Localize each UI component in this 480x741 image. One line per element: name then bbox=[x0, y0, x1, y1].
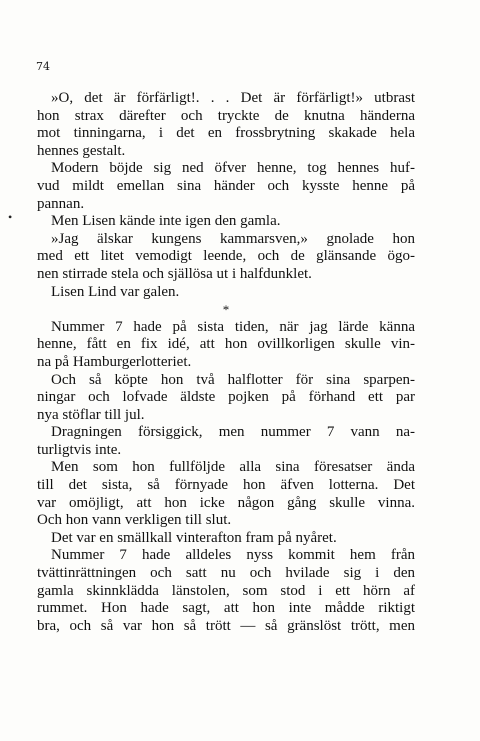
text-line: na på Hamburgerlotteriet. bbox=[37, 353, 192, 370]
text-line: bra, och så var hon så trött — så gränslöst trött, men bbox=[37, 617, 415, 634]
text-line: tvättinrättningen och satt nu och hvilade sig i den bbox=[37, 565, 415, 582]
text-line: Dragningen försiggick, men nummer 7 vann na- bbox=[51, 424, 415, 441]
text-line: ningar och lofvade äldste pojken på förhand ett par bbox=[37, 389, 415, 406]
text-line: Nummer 7 hade på sista tiden, när jag lärde känna bbox=[51, 318, 415, 335]
text-block-after-separator bbox=[37, 319, 415, 636]
text-line: Nummer 7 hade alldeles nyss kommit hem från bbox=[51, 547, 415, 564]
text-line: nen stirrade stela och själlösa ut i halfdunklet. bbox=[37, 265, 312, 282]
text-line: gamla skinnklädda länstolen, som stod i ett hörn af bbox=[37, 582, 415, 599]
section-separator: * bbox=[222, 302, 230, 318]
text-line: Men som hon fullföljde alla sina föresatser ända bbox=[51, 459, 415, 476]
text-line: till det sista, så förnyade hon äfven lotterna. Det bbox=[37, 477, 415, 494]
text-line: Det var en smällkall vinterafton fram på nyåret. bbox=[51, 529, 337, 546]
page-number: 74 bbox=[36, 60, 50, 73]
text-line: »Jag älskar kungens kammarsven,» gnolade hon bbox=[51, 230, 415, 247]
text-line: turligtvis inte. bbox=[37, 441, 122, 458]
text-line: nya stöflar till jul. bbox=[37, 406, 145, 423]
text-line: med ett litet vemodigt leende, och de glänsande ögo- bbox=[37, 248, 415, 265]
text-line: vud mildt emellan sina händer och kysste henne på bbox=[37, 177, 415, 194]
text-line: rummet. Hon hade sagt, att hon inte mådde riktigt bbox=[37, 600, 415, 617]
text-line: Och hon vann verkligen till slut. bbox=[37, 512, 232, 529]
text-line: »O, det är förfärligt!. . . Det är förfärligt!» utbrast bbox=[51, 90, 415, 106]
text-line: mot tinningarna, i det en frossbrytning skakade hela bbox=[37, 125, 415, 142]
text-line: hon strax därefter och tryckte de knutna händerna bbox=[37, 107, 415, 124]
text-line: var omöjligt, att hon icke någon gång skulle vinna. bbox=[37, 494, 415, 511]
text-line: Modern böjde sig ned öfver henne, tog hennes huf- bbox=[51, 160, 415, 177]
text-line: hennes gestalt. bbox=[37, 142, 126, 159]
margin-mark: • bbox=[8, 210, 13, 224]
text-line: Men Lisen kände inte igen den gamla. bbox=[51, 213, 281, 230]
body-text bbox=[37, 90, 415, 635]
text-line: Och så köpte hon två halflotter för sina sparpen- bbox=[51, 371, 415, 388]
text-line: pannan. bbox=[37, 195, 85, 212]
text-block-before-separator bbox=[37, 90, 415, 301]
text-line: Lisen Lind var galen. bbox=[51, 283, 180, 300]
text-line: henne, fått en fix idé, att hon ovillkorligen skulle vin- bbox=[37, 336, 415, 353]
